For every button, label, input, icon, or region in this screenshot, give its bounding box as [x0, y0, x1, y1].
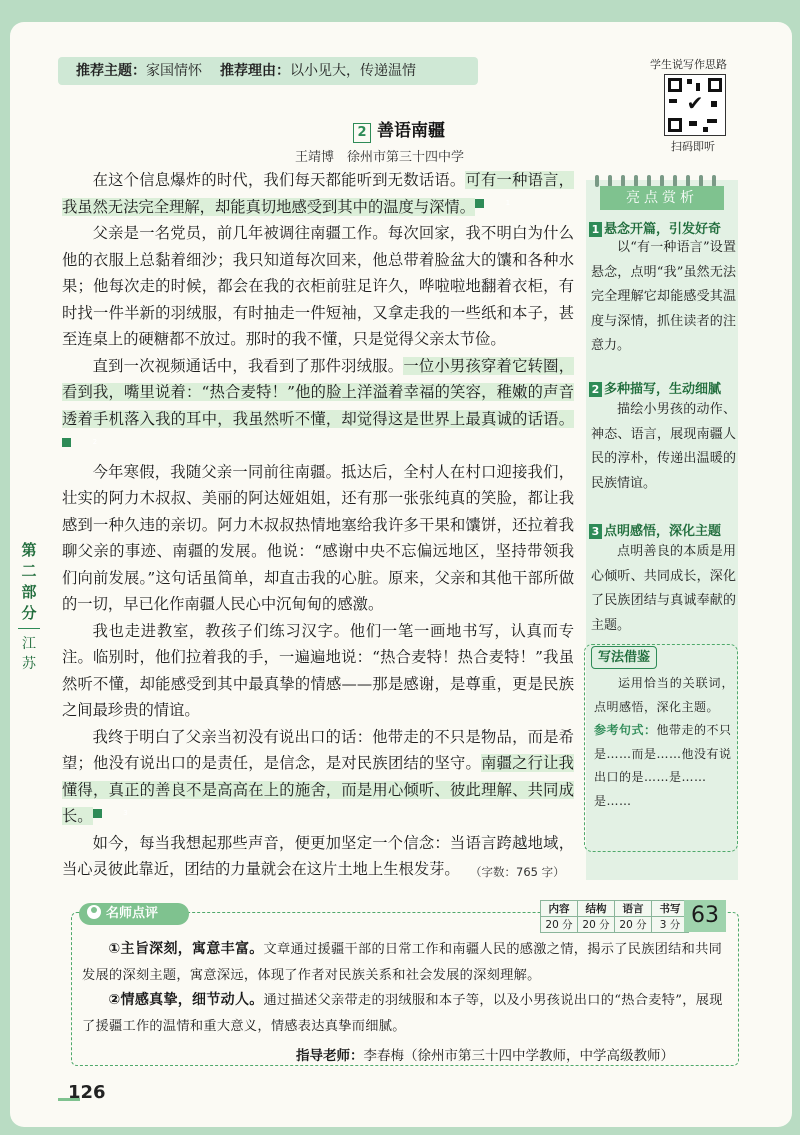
highlight-1-text: 以“有一种语言”设置悬念，点明“我”虽然无法完全理解它却能感受其温度与深情，抓住读者的注意力。 [591, 240, 736, 353]
essay-body [62, 167, 574, 883]
instructor-credit: 指导老师：李春梅（徐州市第三十四中学教师，中学高级教师） [296, 1048, 674, 1064]
essay-title [353, 116, 445, 143]
annotation-mark-2: 2 [62, 438, 71, 447]
essay-number: 2 [353, 123, 371, 143]
writing-tip-text: 运用恰当的关联词，点明感悟，深化主题。 [594, 676, 734, 714]
score-value: 20 分 [615, 917, 652, 933]
paragraph-2: 父亲是一名党员，前几年被调往南疆工作。每次回家，我不明白为什么他的衣服上总黏着细沙；我只知道每次回来，他总带着脸盆大的馕和各种水果；他每次走的时候，都会在我的衣柜前驻足许久，哗啦啦地翻着衣柜，有时找一件半新的羽绒服，有时抽走一件短袖，又拿走我的一些纸和本子，甚至连桌上的硬糖都不放过。那时的我不懂，只是觉得父亲太节俭。 [62, 224, 574, 348]
paragraph-1: 在这个信息爆炸的时代，我们每天都能听到无数话语。可有一种语言，我虽然无法完全理解，却能真切地感受到其中的温度与深情。 1 [62, 171, 574, 216]
score-header: 内容 [541, 901, 578, 917]
review-comment-2: ②情感真挚，细节动人。通过描述父亲带走的羽绒服和本子等，以及小男孩说出口的“热合麦特”，展现了援疆工作的温情和重大意义，情感表达真挚而细腻。 [82, 992, 723, 1034]
topic-value: 家国情怀 [146, 63, 202, 79]
reason-label: 推荐理由： [220, 63, 290, 79]
checkmark-icon: ✔ [683, 91, 707, 115]
highlight-2-text: 描绘小男孩的动作、神态、语言，展现南疆人民的淳朴，传递出温暖的民族情谊。 [591, 402, 736, 491]
score-value: 20 分 [541, 917, 578, 933]
paragraph-3: 直到一次视频通话中，我看到了那件羽绒服。一位小男孩穿着它转圈，看到我，嘴里说着：“热合麦特！”他的脸上洋溢着幸福的笑容，稚嫩的声音透着手机落入我的耳中，我虽然听不懂，却觉得这是世界上最真诚的话语。2 [62, 356, 574, 446]
qr-scan-label: 扫码即听 [671, 140, 715, 153]
highlight-3-title: 3 点明感悟，深化主题 [589, 520, 721, 539]
writing-tip-label: 写法借鉴 [591, 646, 657, 669]
qr-caption: 学生说写作思路 [650, 58, 727, 71]
essay-author: 王靖博 徐州市第三十四中学 [295, 150, 465, 165]
paragraph-7: 如今，每当我想起那些声音，便更加坚定一个信念：当语言跨越地域，当心灵彼此靠近，团结的力量就会在这片土地上生根发芽。 [62, 833, 574, 878]
score-header: 书写 [652, 901, 689, 917]
annotation-mark-1: 1 [475, 199, 484, 208]
score-header: 结构 [578, 901, 615, 917]
teacher-icon [87, 905, 101, 919]
section-province: 江苏 [22, 636, 36, 672]
highlight-1-title: 1 悬念开篇，引发好奇 [589, 218, 721, 237]
qr-code-icon[interactable] [664, 74, 726, 136]
writing-tip-body [594, 672, 734, 813]
essay-title-text: 善语南疆 [377, 121, 445, 141]
review-comment-1: ①主旨深刻，寓意丰富。文章通过援疆干部的日常工作和南疆人民的感激之情，揭示了民族团结和共同发展的深刻主题，寓意深远，体现了作者对民族关系和社会发展的深刻理解。 [82, 941, 723, 983]
annotation-mark-3: 3 [93, 809, 102, 818]
binder-rings [586, 172, 738, 182]
highlight-3-text: 点明善良的本质是用心倾听、共同成长，深化了民族团结与真诚奉献的主题。 [591, 544, 736, 633]
total-score: 63 [684, 900, 726, 932]
highlight-2-title: 2 多种描写，生动细腻 [589, 378, 721, 397]
score-header: 语言 [615, 901, 652, 917]
section-part: 第二部分 [21, 541, 37, 622]
word-count: （字数：765 字） [470, 865, 565, 879]
paragraph-6: 我终于明白了父亲当初没有说出口的话：他带走的不只是物品，而是希望；他没有说出口的是责任，是信念，是对民族团结的坚守。南疆之行让我懂得，真正的善良不是高高在上的施舍，而是用心倾听、彼此理解、共同成长。 3 [62, 727, 574, 825]
topic-label: 推荐主题： [76, 63, 146, 79]
page-number: 126 [68, 1082, 106, 1103]
paragraph-4: 今年寒假，我随父亲一同前往南疆。抵达后，全村人在村口迎接我们，壮实的阿力木叔叔、美丽的阿达娅姐姐，还有那一张张纯真的笑脸，都让我感到一种久违的亲切。阿力木叔叔热情地塞给我许多干果和馕饼，还拉着我聊父亲的事迹、南疆的发展。他说：“感谢中央不忘偏远地区，坚持带领我们向前发展。”这句话虽简单，却直击我的心脏。原来，父亲和其他干部所做的一切，早已化作南疆人民心中沉甸甸的感激。 [62, 462, 574, 613]
section-divider [18, 628, 40, 629]
review-heading: 名师点评 [79, 903, 189, 925]
score-value: 3 分 [652, 917, 689, 933]
paragraph-5: 我也走进教室，教孩子们练习汉字。他们一笔一画地书写，认真而专注。临别时，他们拉着我的手，一遍遍地说：“热合麦特！热合麦特！”我虽然听不懂，却能感受到其中最真挚的情感——那是感谢，是尊重，更是民族之间最珍贵的情谊。 [62, 621, 574, 719]
recommend-bar [58, 57, 478, 85]
score-value: 20 分 [578, 917, 615, 933]
reference-sentence: 参考句式：他带走的不只是……而是……他没有说出口的是……是……是…… [594, 723, 732, 808]
highlights-heading: 亮点赏析 [600, 186, 724, 210]
reason-value: 以小见大，传递温情 [290, 63, 416, 79]
score-table [540, 900, 689, 933]
